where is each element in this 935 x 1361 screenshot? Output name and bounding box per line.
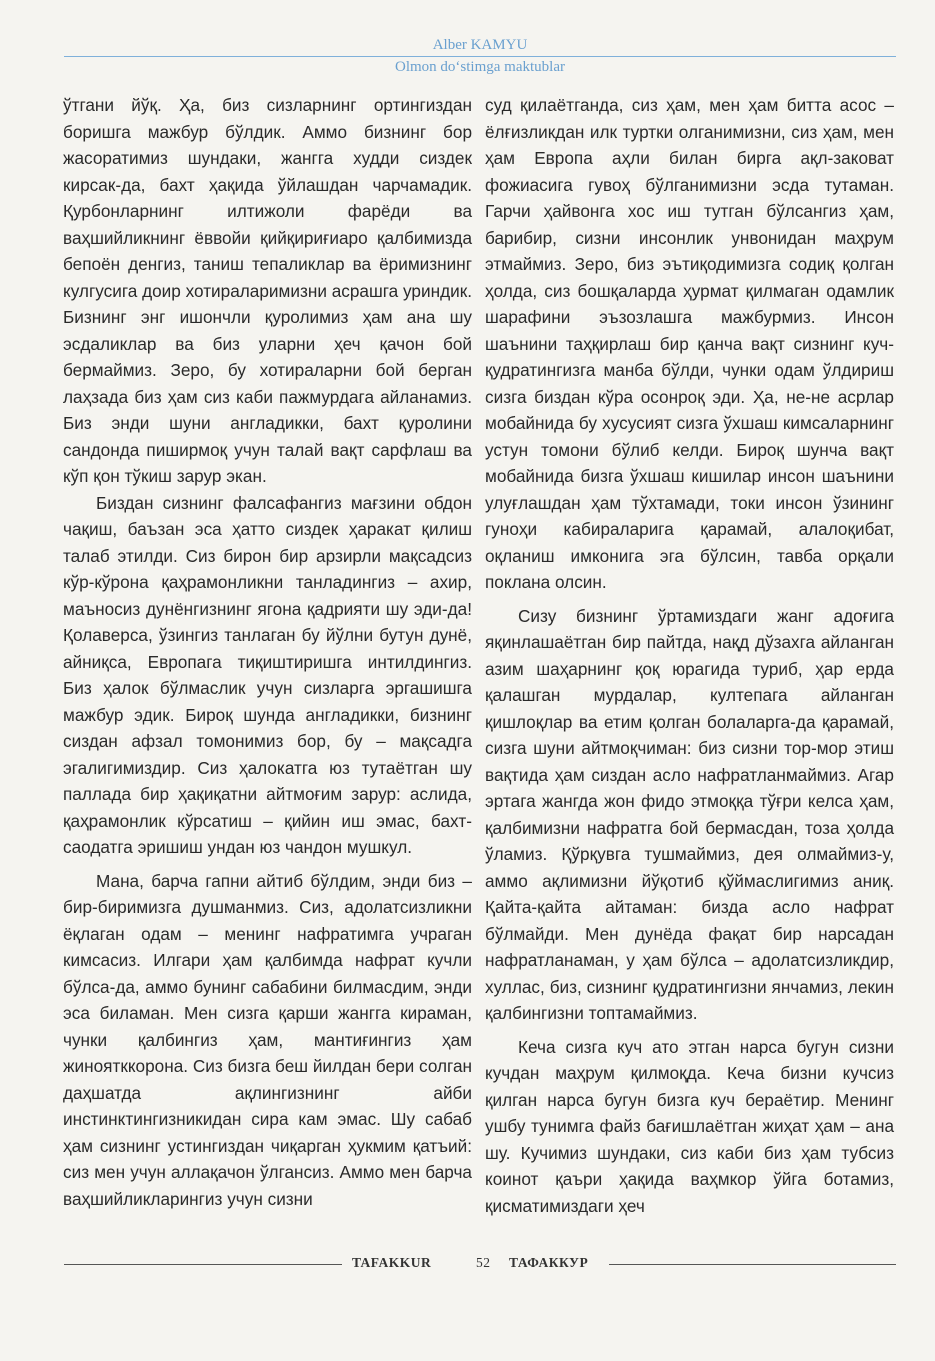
footer-rule-right <box>609 1264 896 1265</box>
page-number: 52 <box>476 1255 491 1270</box>
right-column <box>485 92 894 1219</box>
header-rule <box>64 56 896 57</box>
left-column <box>63 92 472 1212</box>
paragraph: Сизу бизнинг ўртамиздаги жанг адоғига яқинлашаётган бир пайтда, нақд дўзахга айланган азим шаҳарнинг қоқ юрагида туриб, ҳар ерда қалашган мурдалар, култепага айланган қишлоқлар ва етим қолган болаларга-да қарамай, сизга шуни айтмоқчиман: биз сизни тор-мор этиш вақтида ҳам сиздан асло нафратланмаймиз. Агар эртага жангда жон фидо этмоққа тўғри келса ҳам, қалбимизни нафратга бой бермасдан, тоза ҳолда ўламиз. Қўрқувга тушмаймиз, дея олмаймиз-у, аммо ақлимизни йўқотиб қўймаслигимиз аниқ. Қайта-қайта айтаман: бизда асло нафрат бўлмайди. Мен дунёда фақат бир нарсадан нафратланаман, у ҳам бўлса – адолатсизликдир, хуллас, биз, сизнинг қудратингизни янчамиз, лекин қалбингизни топтамаймиз. <box>485 605 894 1023</box>
paragraph: Кеча сизга куч ато этган нарса бугун сизни кучдан маҳрум қилмоқда. Кеча бизни кучсиз қилган нарса бугун бизга куч бераётир. Менинг ушбу тунимга файз бағишлаётган жиҳат ҳам – ана шу. Кучимиз шундаки, сиз каби биз ҳам тубсиз коинот қаъри ҳақида ваҳмкор ўйга ботамиз, қисматимиздаги ҳеч <box>485 1036 894 1216</box>
paragraph: суд қилаётганда, сиз ҳам, мен ҳам битта асос – ёлғизликдан илк туртки олганимизни, сиз ҳам, мен ҳам Европа аҳли билан бирга ақл-заковат фожиасига гувоҳ бўлганимизни эсда тутаман. Гарчи ҳайвонга хос иш тутган бўлсангиз ҳам, барибир, сизни инсонлик унвонидан маҳрум этмаймиз. Зеро, биз эътиқодимизга содиқ қолган ҳолда, сиз бошқаларда ҳурмат қилмаган одамлик шарафини эъзозлашга мажбурмиз. Инсон шаънини таҳқирлаш бир қанча вақт сизнинг куч-қудратингизга манба бўлди, чунки одам ўлдириш сизга биздан кўра осонроқ эди. Ҳа, не-не асрлар мобайнида бу хусусият сизга ўхшаш кимсаларнинг устун томони бўлиб келди. Бироқ шунча вақт мобайнида бизга ўхшаш кишилар инсон шаънини улуғлашдан ҳам тўхтамади, токи инсон ўзининг гуноҳи кабираларига қарамай, алалоқибат, оқланиш имконига эга бўлсин, тавба орқали поклана олсин. <box>485 95 894 592</box>
magazine-name-cyrillic: ТАФАККУР <box>509 1255 589 1270</box>
paragraph: Мана, барча гапни айтиб бўлдим, энди биз – бир-биримизга душманмиз. Сиз, адолатсизликни ёқлаган одам – менинг нафратимга учраган кимсасиз. Илгари ҳам қалбимда нафрат кучли бўлса-да, аммо бунинг сабабини билмасдим, энди эса биламан. Мен сизга қарши жангга кираман, чунки қалбингиз ҳам, мантиғингиз ҳам жиноятккорона. Сиз бизга беш йилдан бери солган даҳшатда ақлингизнинг айби инстинктингизникидан сира кам эмас. Шу сабаб ҳам сизнинг устингиздан чиқарган ҳукмим қатъий: сиз мен учун аллақачон ўлгансиз. Аммо мен барча ваҳшийликларингиз учун сизни <box>63 870 472 1209</box>
page-footer <box>64 1254 896 1274</box>
running-head <box>64 36 896 77</box>
paragraph: Биздан сизнинг фалсафангиз мағзини обдон чақиш, баъзан эса ҳатто сиздек ҳаракат қилиш талаб этилди. Сиз бирон бир арзирли мақсадсиз кўр-кўрона қаҳрамонликни танладингиз – ахир, маъносиз дунёнгизнинг ягона қадрияти шу эди-да! Қолаверса, ўзингиз танлаган бу йўлни бутун дунё, айниқса, Европага тиқиштиришга интилдингиз. Биз ҳалок бўлмаслик учун сизларга эргашишга мажбур эдик. Бироқ шунда англадикки, бизнинг сиздан афзал томонимиз бор, бу – мақсадга эгалигимиздир. Сиз ҳалокатга юз тутаётган шу паллада бир ҳақиқатни айтмоғим зарур: аслида, қаҳрамонлик кўрсатиш – қийин иш эмас, бахт-саодатга эришиш ундан юз чандон мушкул. <box>63 492 472 857</box>
footer-rule-left <box>64 1264 342 1265</box>
paragraph: ўтгани йўқ. Ҳа, биз сизларнинг ортингиздан боришга мажбур бўлдик. Аммо бизнинг бор жасоратимиз шундаки, жангга худди сиздек кирсак-да, бахт ҳақида ўйлашдан чарчамадик. Қурбонларнинг илтижоли фарёди ва ваҳшийликнинг ёввойи қийқириғиаро қалбимизда бепоён денгиз, таниш тепаликлар ва ёримизнинг кулгусига доир хотираларимизни асрашга уриндик. Бизнинг энг ишончли қуролимиз ҳам ана шу эсдаликлар ва биз уларни ҳеч қачон бой бермаймиз. Зеро, бу хотираларни бой берган лаҳзада биз ҳам сиз каби пажмурдага айланамиз. Биз энди шуни англадикки, бахт қуролини сандонда пиширмоқ учун талай вақт сарфлаш ва кўп қон тўкиш зарур экан. <box>63 95 472 486</box>
work-title: Olmon do‘stimga maktublar <box>395 59 565 75</box>
magazine-name-latin: TAFAKKUR <box>352 1255 432 1270</box>
author-name: Alber KAMYU <box>432 37 528 53</box>
